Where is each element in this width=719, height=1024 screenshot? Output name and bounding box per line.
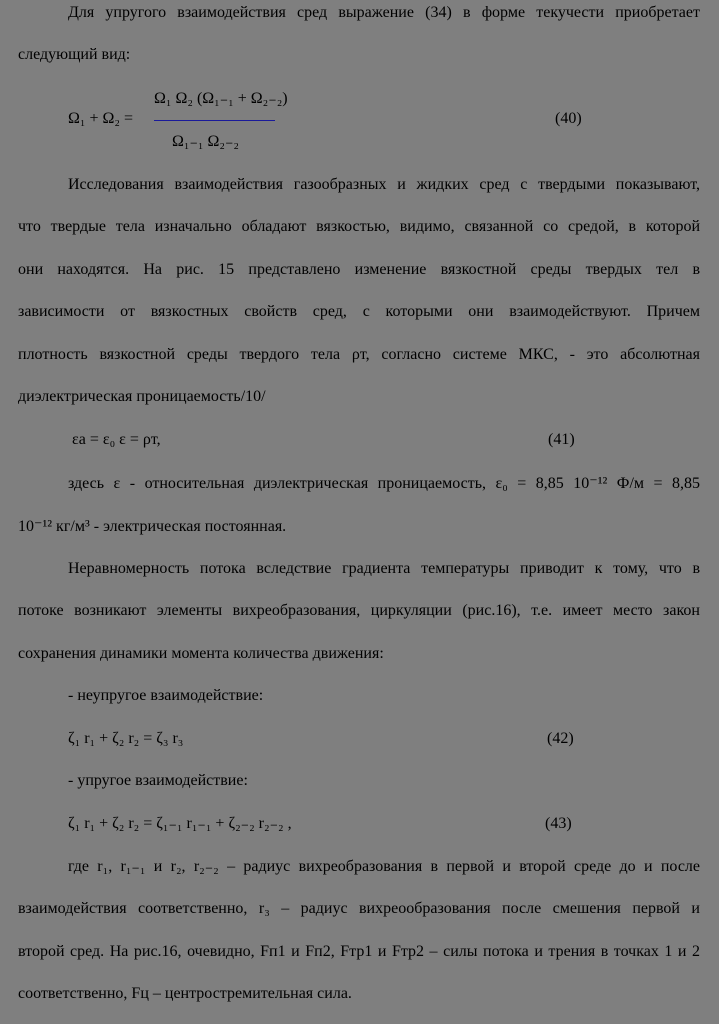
paragraph-4-line-3: сохранения динамики момента количества движения: xyxy=(18,645,384,662)
paragraph-5-line-4: соответственно, Fц – центростремительная сила. xyxy=(18,985,352,1002)
equation-40-number: (40) xyxy=(555,110,582,127)
paragraph-4-line-1: Неравномерность потока вследствие градиента температуры приводит к тому, что в xyxy=(68,560,700,577)
paragraph-3-line-1: здесь ε - относительная диэлектрическая проницаемость, ε₀ = 8,85 10⁻¹² Ф/м = 8,85 xyxy=(68,475,700,492)
paragraph-5-line-1: где r₁, r₁₋₁ и r₂, r₂₋₂ – радиус вихреобразования в первой и второй среде до и после xyxy=(68,858,700,875)
paragraph-2-line-4: зависимости от вязкостных свойств сред, с которыми они взаимодействуют. Причем xyxy=(18,303,700,320)
equation-42-expression: ζ₁ r₁ + ζ₂ r₂ = ζ₃ r₃ xyxy=(68,730,184,747)
equation-40-numerator: Ω₁ Ω₂ (Ω₁₋₁ + Ω₂₋₂) xyxy=(154,90,288,107)
paragraph-5-line-2: взаимодействия соответственно, r₃ – радиус вихреообразования после смешения первой и xyxy=(18,900,700,917)
paragraph-2-line-3: они находятся. На рис. 15 представлено изменение вязкостной среды твердых тел в xyxy=(18,261,700,278)
equation-41-expression: εа = ε₀ ε = ρт, xyxy=(72,431,161,448)
paragraph-1-line-2: следующий вид: xyxy=(18,46,131,63)
equation-40-lhs: Ω₁ + Ω₂ = xyxy=(68,110,133,127)
equation-41-number: (41) xyxy=(548,431,575,448)
list-item-elastic: - упругое взаимодействие: xyxy=(68,772,248,789)
list-item-inelastic: - неупругое взаимодействие: xyxy=(68,687,264,704)
paragraph-5-line-3: второй сред. На рис.16, очевидно, Fп1 и Fп2, Fтр1 и Fтр2 – силы потока и трения в точках 1 и 2 xyxy=(18,943,700,960)
paragraph-2-line-1: Исследования взаимодействия газообразных и жидких сред с твердыми показывают, xyxy=(68,176,700,193)
paragraph-2-line-5: плотность вязкостной среды твердого тела ρт, согласно системе МКС, - это абсолютная xyxy=(18,346,700,363)
equation-40-denominator: Ω₁₋₁ Ω₂₋₂ xyxy=(172,133,239,150)
paragraph-4-line-2: потоке возникают элементы вихреобразования, циркуляции (рис.16), т.е. имеет место закон xyxy=(18,602,700,619)
paragraph-2-line-2: что твердые тела изначально обладают вязкостью, видимо, связанной со средой, в которой xyxy=(18,218,700,235)
paragraph-2-line-6: диэлектрическая проницаемость/10/ xyxy=(18,388,266,405)
paragraph-1-line-1: Для упругого взаимодействия сред выражение (34) в форме текучести приобретает xyxy=(68,4,700,21)
equation-43-number: (43) xyxy=(545,815,572,832)
equation-43-expression: ζ₁ r₁ + ζ₂ r₂ = ζ₁₋₁ r₁₋₁ + ζ₂₋₂ r₂₋₂ , xyxy=(68,815,292,832)
paragraph-3-line-2: 10⁻¹² кг/м³ - электрическая постоянная. xyxy=(18,518,287,535)
equation-40-fraction-bar xyxy=(154,120,275,121)
equation-42-number: (42) xyxy=(547,730,574,747)
